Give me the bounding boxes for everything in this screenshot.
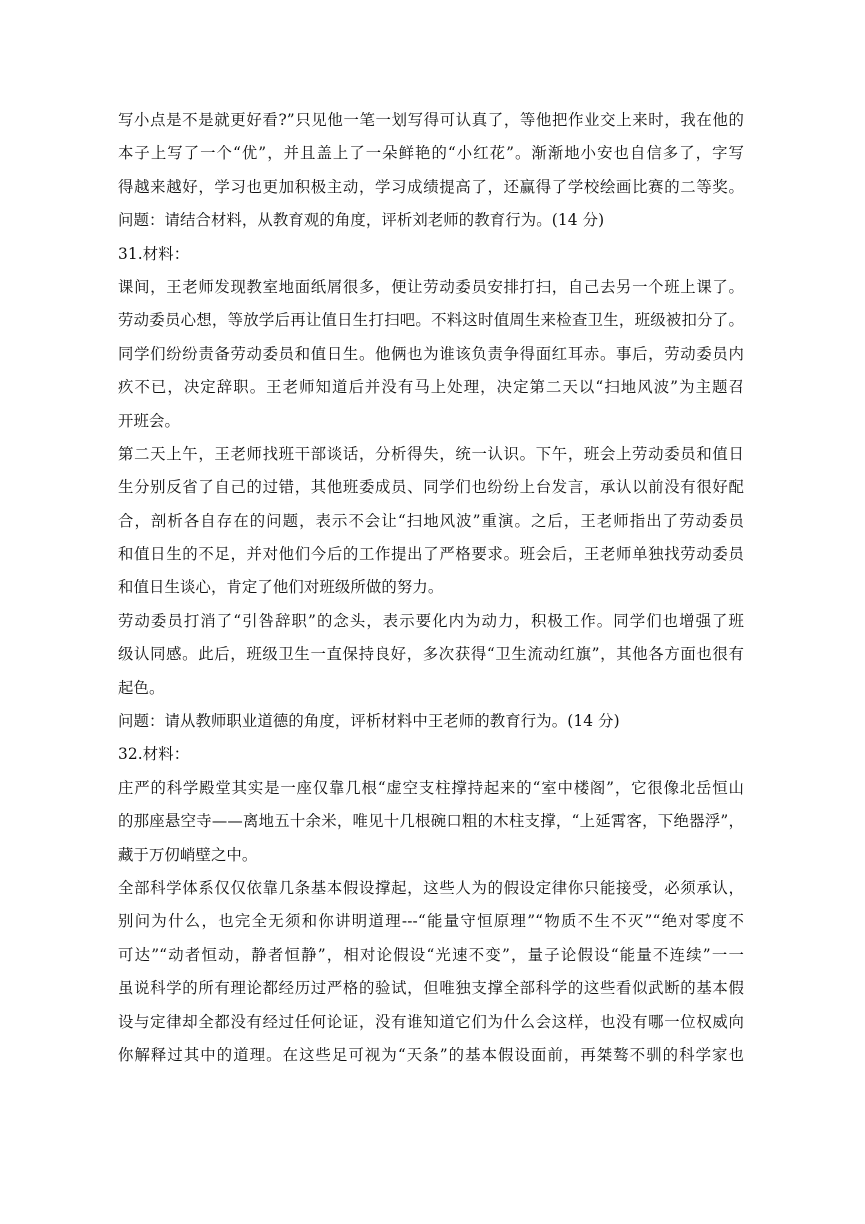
text-line: 级认同感。此后，班级卫生一直保持良好，多次获得“卫生流动红旗”，其他各方面也很有	[118, 645, 744, 664]
text-line: 虽说科学的所有理论都经历过严格的验试，但唯独支撑全部科学的这些看似武断的基本假	[118, 979, 744, 998]
text-line: 本子上写了一个“优”，并且盖上了一朵鲜艳的“小红花”。渐渐地小安也自信多了，字写	[118, 144, 744, 163]
text-line: 生分别反省了自己的过错，其他班委成员、同学们也纷纷上台发言，承认以前没有很好配	[118, 478, 744, 497]
text-line: 和值日生谈心，肯定了他们对班级所做的努力。	[118, 578, 444, 597]
text-line: 课间，王老师发现教室地面纸屑很多，便让劳动委员安排打扫，自己去另一个班上课了。	[118, 277, 744, 296]
text-line: 开班会。	[118, 411, 180, 430]
text-line: 你解释过其中的道理。在这些足可视为“天条”的基本假设面前，再桀骜不驯的科学家也	[118, 1045, 744, 1064]
item-32-heading: 32.材料：	[118, 745, 190, 764]
text-line: 同学们纷纷责备劳动委员和值日生。他俩也为谁该负责争得面红耳赤。事后，劳动委员内	[118, 344, 744, 363]
document-body	[118, 104, 744, 1072]
text-line: 写小点是不是就更好看?”只见他一笔一划写得可认真了，等他把作业交上来时，我在他的	[118, 111, 744, 129]
text-line: 劳动委员打消了“引咎辞职”的念头，表示要化内为动力，积极工作。同学们也增强了班	[118, 611, 744, 630]
text-line: 设与定律却全都没有经过任何论证，没有谁知道它们为什么会这样，也没有哪一位权威向	[118, 1012, 744, 1031]
text-line: 全部科学体系仅仅依靠几条基本假设撑起，这些人为的假设定律你只能接受，必须承认，	[118, 878, 744, 897]
text-line: 疚不已，决定辞职。王老师知道后并没有马上处理，决定第二天以“扫地风波”为主题召	[118, 378, 744, 397]
text-line: 合，剖析各自存在的问题，表示不会让“扫地风波”重演。之后，王老师指出了劳动委员	[118, 511, 744, 530]
text-line: 可达”“动者恒动，静者恒静”，相对论假设“光速不变”，量子论假设“能量不连续”一一	[118, 945, 744, 964]
text-line: 第二天上午，王老师找班干部谈话，分析得失，统一认识。下午，班会上劳动委员和值日	[118, 444, 744, 463]
text-line: 庄严的科学殿堂其实是一座仅靠几根“虚空支柱撑持起来的“室中楼阁”，它很像北岳恒山	[118, 778, 744, 797]
text-line: 和值日生的不足，并对他们今后的工作提出了严格要求。班会后，王老师单独找劳动委员	[118, 545, 744, 564]
text-line: 藏于万仞峭壁之中。	[118, 845, 258, 864]
text-line: 得越来越好，学习也更加积极主动，学习成绩提高了，还赢得了学校绘画比赛的二等奖。	[118, 177, 744, 196]
question-30: 问题：请结合材料，从教育观的角度，评析刘老师的教育行为。(14 分)	[118, 211, 605, 230]
question-31: 问题：请从教师职业道德的角度，评析材料中王老师的教育行为。(14 分)	[118, 712, 620, 731]
text-line: 别问为什么，也完全无须和你讲明道理---“能量守恒原理”“物质不生不灭”“绝对零度不	[118, 912, 744, 931]
text-line: 劳动委员心想，等放学后再让值日生打扫吧。不料这时值周生来检查卫生，班级被扣分了。	[118, 311, 744, 330]
item-31-heading: 31.材料：	[118, 244, 190, 263]
text-line: 的那座悬空寺——离地五十余米，唯见十几根碗口粗的木柱支撑，“上延霄客，下绝器浮”，	[118, 812, 744, 831]
text-line: 起色。	[118, 678, 165, 697]
